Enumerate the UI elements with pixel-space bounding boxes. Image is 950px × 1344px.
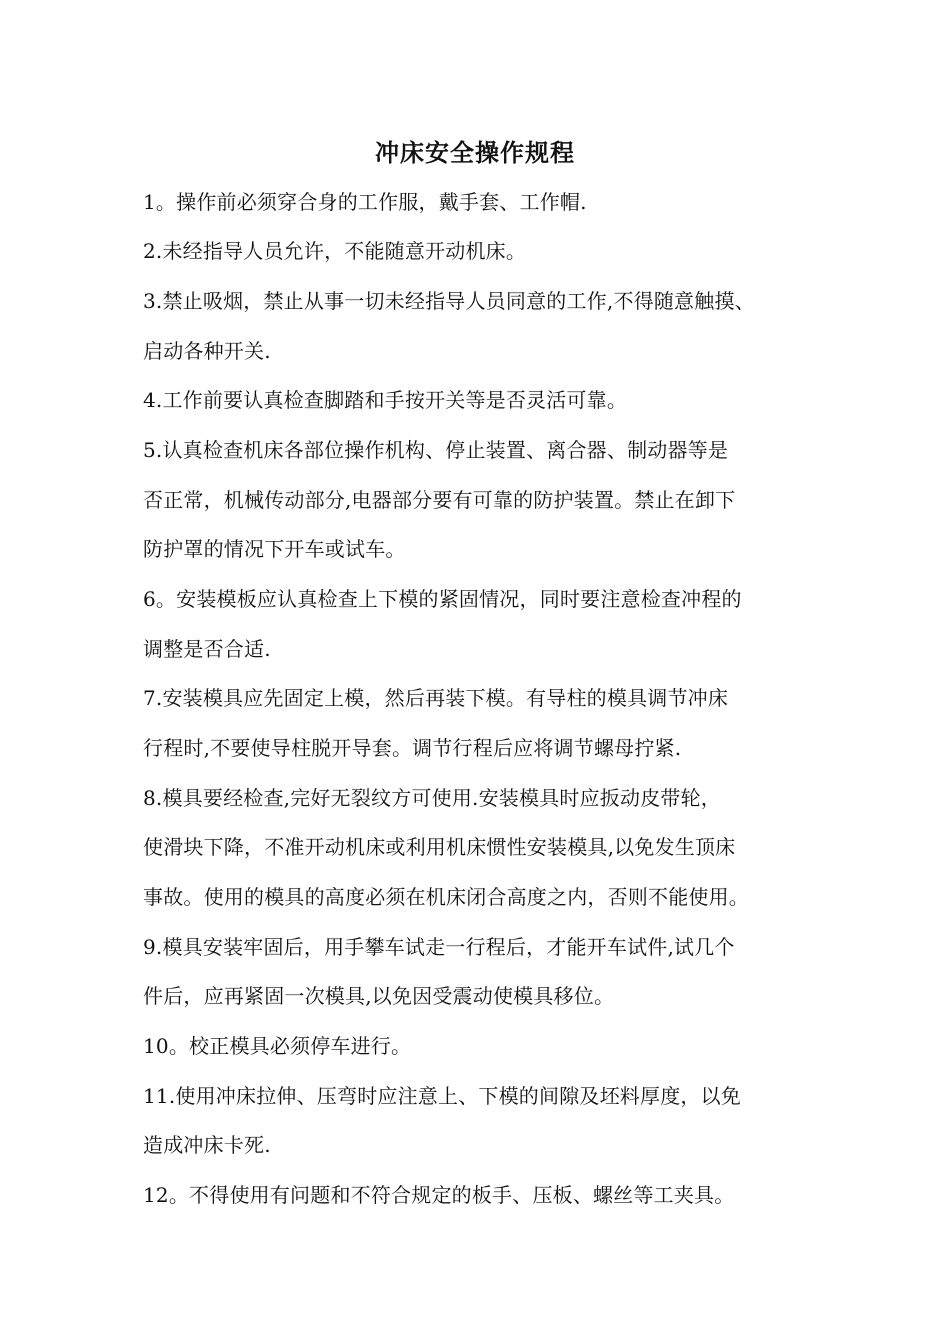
text-line: 启动各种开关.	[143, 339, 271, 363]
text-line: 7.安装模具应先固定上模，然后再装下模。有导柱的模具调节冲床	[143, 686, 729, 710]
text-line: 否正常，机械传动部分,电器部分要有可靠的防护装置。禁止在卸下	[143, 488, 736, 512]
text-line: 5.认真检查机床各部位操作机构、停止装置、离合器、制动器等是	[143, 438, 729, 462]
text-line: 11.使用冲床拉伸、压弯时应注意上、下模的间隙及坯料厚度，以免	[143, 1084, 742, 1108]
text-line: 调整是否合适.	[143, 637, 271, 661]
text-line: 使滑块下降，不准开动机床或利用机床惯性安装模具,以免发生顶床	[143, 835, 736, 859]
text-line: 3.禁止吸烟，禁止从事一切未经指导人员同意的工作,不得随意触摸、	[143, 289, 755, 313]
text-line: 6。安装模板应认真检查上下模的紧固情况，同时要注意检查冲程的	[143, 587, 742, 611]
text-line: 防护罩的情况下开车或试车。	[143, 537, 406, 561]
document-title: 冲床安全操作规程	[375, 138, 575, 167]
text-line: 9.模具安装牢固后，用手攀车试走一行程后，才能开车试件,试几个	[143, 935, 735, 959]
text-line: 2.未经指导人员允许，不能随意开动机床。	[143, 239, 527, 263]
text-line: 行程时,不要使导柱脱开导套。调节行程后应将调节螺母拧紧.	[143, 736, 682, 760]
text-line: 事故。使用的模具的高度必须在机床闭合高度之内，否则不能使用。	[143, 885, 749, 909]
text-line: 10。校正模具必须停车进行。	[143, 1034, 412, 1058]
text-line: 4.工作前要认真检查脚踏和手按开关等是否灵活可靠。	[143, 388, 628, 412]
text-line: 12。不得使用有问题和不符合规定的板手、压板、螺丝等工夹具。	[143, 1183, 735, 1207]
text-line: 8.模具要经检查,完好无裂纹方可使用.安装模具时应扳动皮带轮，	[143, 786, 721, 810]
text-line: 件后，应再紧固一次模具,以免因受震动使模具移位。	[143, 984, 615, 1008]
text-line: 1。操作前必须穿合身的工作服，戴手套、工作帽.	[143, 190, 587, 214]
text-line: 造成冲床卡死.	[143, 1133, 271, 1157]
